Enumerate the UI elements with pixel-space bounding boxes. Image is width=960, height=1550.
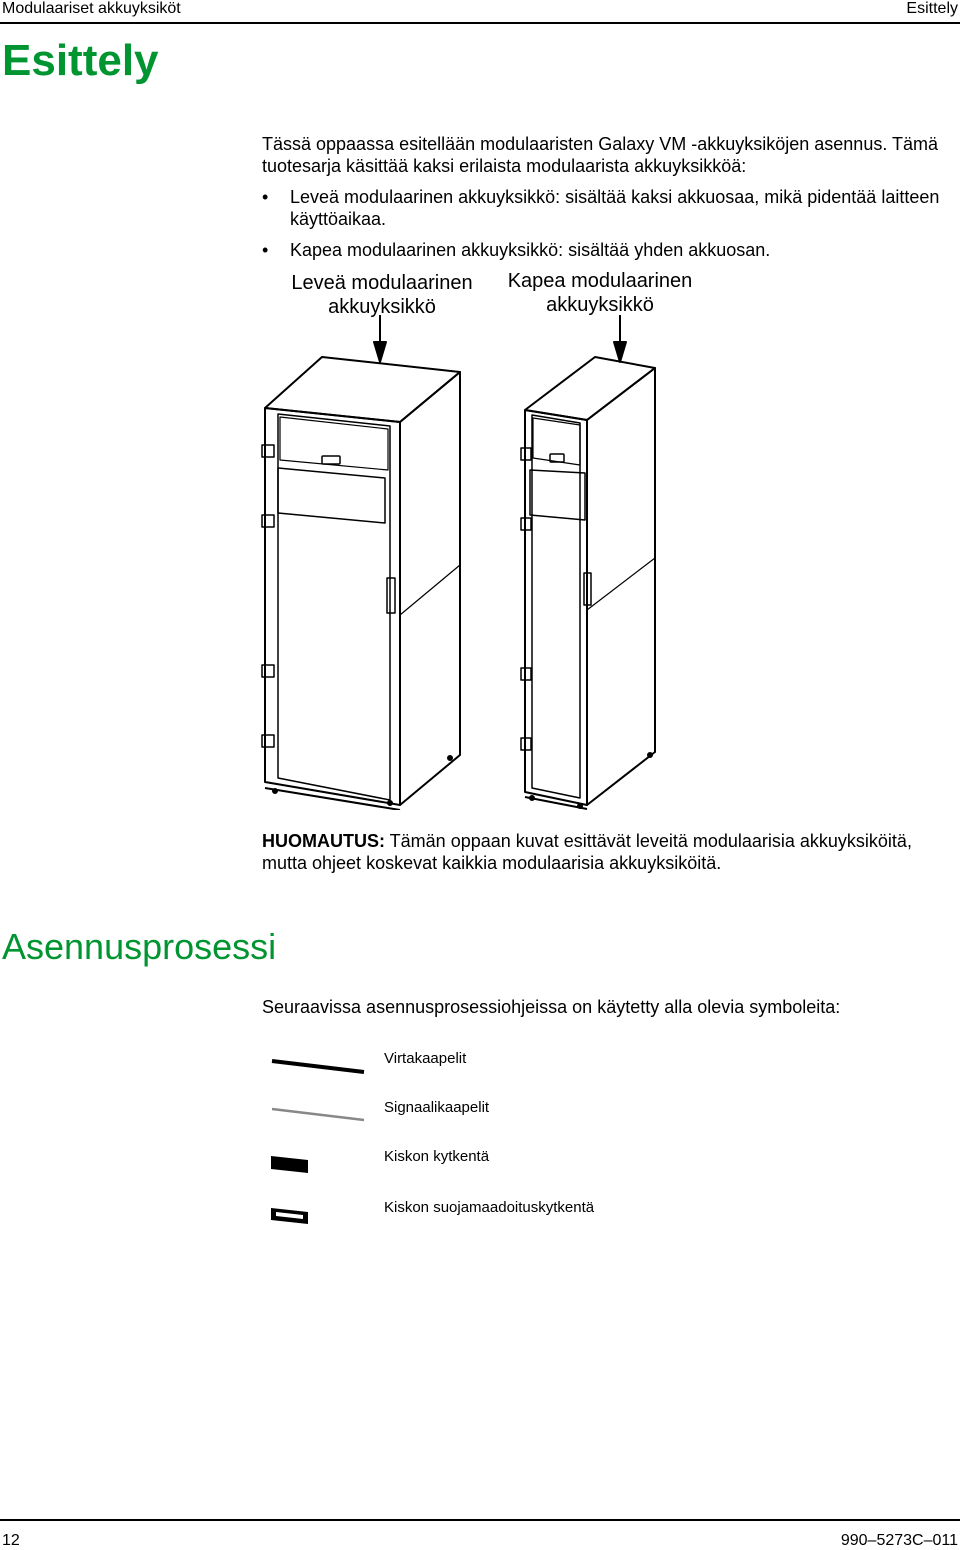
power-cable-icon [272, 1061, 364, 1072]
header-rule [0, 22, 960, 24]
section-title-esittely: Esittely [2, 36, 159, 85]
arrow-wide [374, 315, 386, 362]
figure-label-narrow: Kapea modulaarinen akkuyksikkö [507, 270, 693, 316]
signal-cable-icon [272, 1109, 364, 1120]
arrow-narrow [614, 315, 626, 362]
bullet-text: Leveä modulaarinen akkuyksikkö: sisältää kaksi akkuosaa, mikä pidentää laitteen käyttöaikaa. [290, 187, 940, 229]
wide-cabinet [262, 357, 460, 810]
symbols-intro: Seuraavissa asennusprosessiohjeissa on käytetty alla olevia symboleita: [262, 997, 841, 1017]
battery-cabinets-illustration [250, 310, 670, 810]
symbol-legend-icons [268, 1050, 368, 1230]
bullet-text: Kapea modulaarinen akkuyksikkö: sisältää yhden akkuosan. [290, 240, 771, 260]
symbol-label-power: Virtakaapelit [384, 1050, 467, 1067]
symbol-label-signal: Signaalikaapelit [384, 1099, 490, 1116]
footer-rule [0, 1519, 960, 1521]
header-section-title: Esittely [906, 0, 958, 17]
symbol-label-busbar-ground: Kiskon suojamaadoituskytkentä [384, 1199, 595, 1216]
page-number: 12 [2, 1532, 20, 1549]
document-number: 990–5273C–011 [840, 1532, 958, 1549]
note-label: HUOMAUTUS: [262, 831, 385, 851]
figure-label-wide: Leveä modulaarinen akkuyksikkö [291, 272, 473, 318]
intro-paragraph: Tässä oppaassa esitellään modulaaristen Galaxy VM -akkuyksiköjen asennus. Tämä tuotesarja käsittää kaksi erilaista modulaarista akkuyksikköä: [262, 134, 939, 176]
bullet-dot: • [262, 187, 269, 207]
section-title-asennusprosessi: Asennusprosessi [2, 926, 277, 967]
busbar-ground-icon [271, 1208, 308, 1224]
symbol-label-busbar: Kiskon kytkentä [384, 1148, 490, 1165]
busbar-icon [271, 1156, 308, 1173]
narrow-cabinet [521, 357, 655, 809]
note-text: Tämän oppaan kuvat esittävät leveitä modulaarisia akkuyksiköitä, mutta ohjeet koskevat kaikkia modulaarisia akkuyksiköitä. [262, 831, 912, 873]
note-paragraph [262, 830, 957, 874]
bullet-dot: • [262, 240, 269, 260]
header-doc-title: Modulaariset akkuyksiköt [2, 0, 181, 17]
